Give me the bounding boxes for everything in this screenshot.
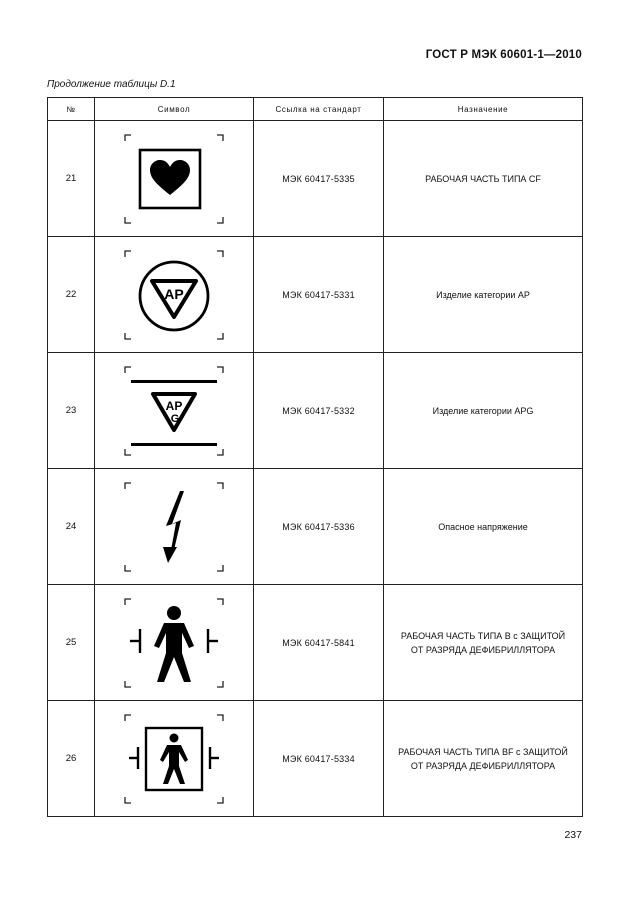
standard-ref: МЭК 60417-5336 (254, 469, 384, 585)
purpose-line: ОТ РАЗРЯДА ДЕФИБРИЛЛЯТОРА (410, 644, 556, 655)
row-number: 21 (48, 121, 95, 237)
table-row (48, 121, 583, 237)
purpose (384, 585, 583, 701)
column-header-number: № (48, 98, 95, 121)
purpose-line: РАБОЧАЯ ЧАСТЬ ТИПА BF с ЗАЩИТОЙ (398, 746, 568, 757)
standard-ref: МЭК 60417-5334 (254, 701, 384, 817)
page-number: 237 (564, 829, 582, 841)
document-header: ГОСТ Р МЭК 60601-1—2010 (425, 49, 582, 61)
symbol-cell (95, 585, 254, 701)
column-header-standard: Ссылка на стандарт (254, 98, 384, 121)
purpose: Изделие категории AP (384, 237, 583, 353)
standard-ref: МЭК 60417-5332 (254, 353, 384, 469)
row-number: 26 (48, 701, 95, 817)
row-number: 24 (48, 469, 95, 585)
row-number: 22 (48, 237, 95, 353)
symbols-table (47, 97, 583, 817)
table-row (48, 585, 583, 701)
symbol-cell (95, 121, 254, 237)
ap-circle-icon (119, 245, 229, 345)
purpose-line: РАБОЧАЯ ЧАСТЬ ТИПА B с ЗАЩИТОЙ (400, 630, 566, 641)
standard-ref: МЭК 60417-5841 (254, 585, 384, 701)
table-row (48, 701, 583, 817)
row-number: 23 (48, 353, 95, 469)
symbol-cell (95, 701, 254, 817)
purpose: Опасное напряжение (384, 469, 583, 585)
table-row (48, 237, 583, 353)
symbol-label: AP (165, 398, 183, 413)
symbol-cell (95, 237, 254, 353)
standard-ref: МЭК 60417-5335 (254, 121, 384, 237)
symbol-label: G (170, 412, 180, 425)
heart-in-square-icon (119, 129, 229, 229)
symbol-label: AP (164, 285, 184, 302)
apg-bars-icon (119, 361, 229, 461)
lightning-arrow-icon (119, 477, 229, 577)
purpose: Изделие категории APG (384, 353, 583, 469)
standard-ref: МЭК 60417-5331 (254, 237, 384, 353)
person-defib-icon (119, 593, 229, 693)
symbol-cell (95, 353, 254, 469)
row-number: 25 (48, 585, 95, 701)
purpose-line: ОТ РАЗРЯДА ДЕФИБРИЛЛЯТОРА (410, 760, 556, 771)
column-header-purpose: Назначение (384, 98, 583, 121)
purpose (384, 701, 583, 817)
table-row (48, 353, 583, 469)
purpose: РАБОЧАЯ ЧАСТЬ ТИПА CF (384, 121, 583, 237)
symbol-cell (95, 469, 254, 585)
table-header-row (48, 98, 583, 121)
person-box-defib-icon (119, 709, 229, 809)
table-caption: Продолжение таблицы D.1 (47, 79, 176, 90)
table-row (48, 469, 583, 585)
column-header-symbol: Символ (95, 98, 254, 121)
